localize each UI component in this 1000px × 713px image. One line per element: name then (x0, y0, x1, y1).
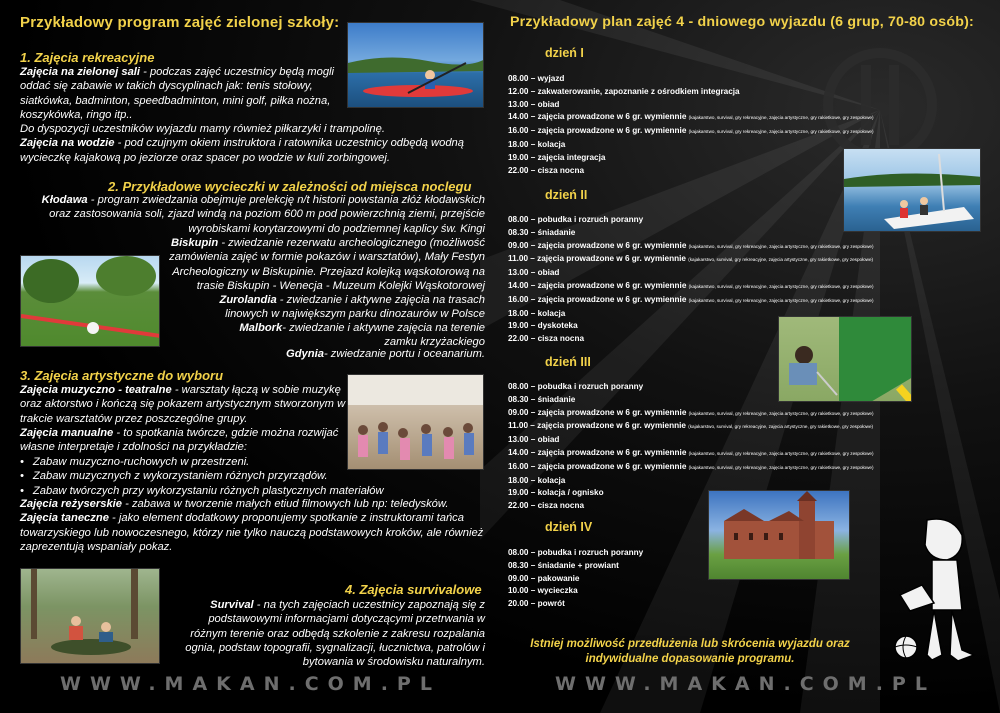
schedule-item: 11.00 – zajęcia prowadzone w 6 gr. wymiennie (kajakarstwo, survival, gry rekreacyjne, zajęcia artystyczne, gry rakietkowe, gry zespołowe) (508, 254, 874, 264)
schedule-item: 09.00 – pakowanie (508, 573, 580, 583)
schedule-item: 20.00 – powrót (508, 599, 565, 609)
schedule-item: 22.00 – cisza nocna (508, 165, 585, 175)
right-panel (500, 0, 1000, 713)
section-1-text-2 (20, 122, 490, 165)
section-3-title: 3. Zajęcia artystyczne do wyboru (20, 368, 224, 383)
schedule-item: 18.00 – kolacja (508, 475, 566, 485)
schedule-item: 19.00 – kolacja / ognisko (508, 488, 604, 498)
kayak-photo (347, 22, 484, 108)
zurolandia-desc: - zwiedzanie i aktywne zajęcia na trasach linowych w największym parku dinozaurów w Polsce (225, 294, 485, 321)
dance-label: Zajęcia taneczne (20, 512, 109, 525)
klodawa-desc: - program zwiedzania obejmuje prelekcję n/t historii powstania złóż kłodawskich oraz zastosowania soli, zjazd windą na poziom 600 m pod powierzchnią ziemi, przejście wyrobiskami korytarzowymi do podziemnej kaplicy św. Kingi (49, 194, 485, 235)
malbork-desc: - zwiedzanie i aktywne zajęcia na terenie zamku krzyżackiego (282, 322, 485, 349)
klodawa-text (20, 193, 485, 236)
schedule-item: 13.00 – obiad (508, 268, 560, 278)
day-3-title: dzień III (545, 355, 591, 369)
day-3-schedule (508, 381, 874, 513)
manual-label: Zajęcia manualne (20, 427, 114, 439)
schedule-item: 16.00 – zajęcia prowadzone w 6 gr. wymiennie (kajakarstwo, survival, gry rekreacyjne, zajęcia artystyczne, gry rakietkowe, gry zespołowe) (508, 461, 874, 471)
zielona-sala-label: Zajęcia na zielonej sali (20, 66, 141, 78)
left-footer-url[interactable]: WWW.MAKAN.COM.PL (60, 673, 441, 695)
schedule-item: 14.00 – zajęcia prowadzone w 6 gr. wymiennie (kajakarstwo, survival, gry rekreacyjne, zajęcia artystyczne, gry rakietkowe, gry zespołowe) (508, 280, 874, 290)
klodawa-label: Kłodawa (41, 194, 88, 206)
gdynia-label: Gdynia (286, 348, 324, 360)
schedule-item: 18.00 – kolacja (508, 139, 566, 149)
day-2-title: dzień II (545, 188, 588, 202)
reading-boy-mascot-icon (892, 515, 982, 665)
bullet-item: • Zabaw muzycznych z wykorzystaniem różnych przyrządów. (20, 469, 490, 483)
malbork-label: Malbork (239, 322, 283, 334)
schedule-item: 13.00 – obiad (508, 99, 560, 109)
equipment-note: Do dyspozycji uczestników wyjazdu mamy również piłkarzyki i trampolinę. (20, 123, 385, 135)
zurolandia-label: Zurolandia (219, 294, 277, 306)
water-desc: - pod czujnym okiem instruktora i ratownika uczestnicy odbędą wodną wycieczkę kajakową po jeziorze oraz spacer po wodzie w kuli zorbingowej. (20, 137, 464, 164)
bullet-item: • Zabaw muzyczno-ruchowych w przestrzeni. (20, 455, 490, 469)
day-4-title: dzień IV (545, 520, 593, 534)
day-1-schedule (508, 73, 874, 177)
day-2-schedule (508, 214, 874, 346)
schedule-item: 19.00 – dyskoteka (508, 321, 578, 331)
zielona-sala-desc: - podczas zajęć uczestnicy będą mogli oddać się zabawie w takich dyscyplinach jak: tenis stołowy, siatkówka, badminton, speedbadminton, mini golf, piłka nożna, koszykówka, ringo itp.. (20, 66, 335, 121)
music-theatre-text (20, 383, 350, 426)
survival-desc: - na tych zajęciach uczestnicy zapoznają się z podstawowymi informacjami dotyczącymi przetrwania w różnym terenie oraz odbędą szkolenie z zakresu rozpalania ognia, podstaw topografii, sygnalizacji, łucznictwa, patrolów i bytowania w środowisku naturalnym. (185, 599, 485, 669)
gdynia-desc: - zwiedzanie portu i oceanarium. (323, 348, 485, 360)
directing-dance-text (20, 497, 495, 554)
survival-photo (20, 568, 160, 664)
schedule-item: 18.00 – kolacja (508, 308, 566, 318)
malbork-text (210, 321, 485, 350)
manual-text (20, 426, 340, 455)
music-theatre-desc: - warsztaty łączą w sobie muzykę oraz aktorstwo i kończą się pokazem artystycznym stworzonym w trakcie warsztatów przez poszczególne grupy. (20, 384, 346, 425)
schedule-item: 10.00 – wycieczka (508, 586, 578, 596)
section-1-title: 1. Zajęcia rekreacyjne (20, 50, 155, 65)
schedule-item: 09.00 – zajęcia prowadzone w 6 gr. wymiennie (kajakarstwo, survival, gry rekreacyjne, zajęcia artystyczne, gry rakietkowe, gry zespołowe) (508, 407, 874, 417)
right-header: Przykładowy plan zajęć 4 - dniowego wyjazdu (6 grup, 70-80 osób): (510, 14, 974, 30)
section-2-title: 2. Przykładowe wycieczki w zależności od miejsca noclegu (108, 179, 472, 194)
directing-desc: - zabawa w tworzenie małych etiud filmowych lub np: teledysków. (122, 498, 449, 510)
schedule-item: 08.00 – wyjazd (508, 74, 565, 83)
biskupin-text (160, 236, 485, 293)
left-header: Przykładowy program zajęć zielonej szkoły: (20, 14, 340, 31)
section-4-title: 4. Zajęcia survivalowe (345, 582, 482, 597)
biskupin-label: Biskupin (170, 237, 219, 249)
schedule-item: 22.00 – cisza nocna (508, 334, 585, 344)
schedule-item: 08.00 – pobudka i rozruch poranny (508, 382, 644, 391)
right-footer-url[interactable]: WWW.MAKAN.COM.PL (555, 673, 936, 695)
schedule-item: 14.00 – zajęcia prowadzone w 6 gr. wymiennie (kajakarstwo, survival, gry rekreacyjne, zajęcia artystyczne, gry rakietkowe, gry zespołowe) (508, 112, 874, 122)
schedule-item: 08.30 – śniadanie (508, 394, 576, 404)
schedule-item: 11.00 – zajęcia prowadzone w 6 gr. wymiennie (kajakarstwo, survival, gry rekreacyjne, zajęcia artystyczne, gry rakietkowe, gry zespołowe) (508, 421, 874, 431)
schedule-item: 08.30 – śniadanie + prowiant (508, 560, 619, 570)
day-4-schedule (508, 547, 643, 611)
zurolandia-text (190, 293, 485, 322)
manual-desc: - to spotkania twórcze, gdzie można rozwijać własne interpretaje i zdolności na przykładzie: (20, 427, 339, 454)
day-1-title: dzień I (545, 46, 584, 60)
survival-text (180, 598, 485, 669)
biskupin-desc: - zwiedzanie rezerwatu archeologicznego (możliwość zamówienia zajęć w formie pokazów i warsztatów), Mały Festyn Archeologiczny w Biskupinie. Przejazd kolejką wąskotorową na trasie Biskupin - Wenecja - Muzeum Kolejki Wąskotorowej (169, 237, 485, 292)
water-label: Zajęcia na wodzie (20, 137, 115, 150)
survival-label: Survival (210, 599, 254, 611)
directing-label: Zajęcia reżyserskie (20, 498, 123, 510)
schedule-item: 16.00 – zajęcia prowadzone w 6 gr. wymiennie (kajakarstwo, survival, gry rekreacyjne, zajęcia artystyczne, gry rakietkowe, gry zespołowe) (508, 294, 874, 304)
schedule-item: 13.00 – obiad (508, 435, 560, 445)
section-1-text (20, 65, 350, 122)
dance-desc: - jako element dodatkowy proponujemy spotkanie z instruktorami tańca towarzyskiego lub nowoczesnego, którzy nie tylko nauczą podstawowych kroków, ale również zaprezentują wspaniały pokaz. (20, 512, 484, 553)
schedule-item: 19.00 – zajęcia integracja (508, 152, 606, 162)
music-theatre-label: Zajęcia muzyczno - teatralne (20, 384, 172, 396)
outdoor-games-photo (20, 255, 160, 347)
schedule-item: 12.00 – zakwaterowanie, zapoznanie z ośrodkiem integracja (508, 86, 740, 96)
schedule-item: 14.00 – zajęcia prowadzone w 6 gr. wymiennie (kajakarstwo, survival, gry rekreacyjne, zajęcia artystyczne, gry rakietkowe, gry zespołowe) (508, 447, 874, 457)
schedule-item: 08.30 – śniadanie (508, 227, 576, 237)
schedule-item: 22.00 – cisza nocna (508, 501, 585, 511)
schedule-item: 16.00 – zajęcia prowadzone w 6 gr. wymiennie (kajakarstwo, survival, gry rekreacyjne, zajęcia artystyczne, gry rakietkowe, gry zespołowe) (508, 126, 874, 136)
schedule-item: 08.00 – pobudka i rozruch poranny (508, 215, 644, 224)
schedule-item: 09.00 – zajęcia prowadzone w 6 gr. wymiennie (kajakarstwo, survival, gry rekreacyjne, zajęcia artystyczne, gry rakietkowe, gry zespołowe) (508, 240, 874, 250)
bullet-item: • Zabaw twórczych przy wykorzystaniu różnych plastycznych materiałów (20, 484, 490, 498)
manual-bullets (20, 455, 490, 498)
gdynia-text (210, 347, 485, 361)
schedule-item: 08.00 – pobudka i rozruch poranny (508, 548, 644, 557)
closing-note: Istniej możliwość przedłużenia lub skrócenia wyjazdu oraz indywidualne dopasowanie programu. (530, 638, 850, 665)
